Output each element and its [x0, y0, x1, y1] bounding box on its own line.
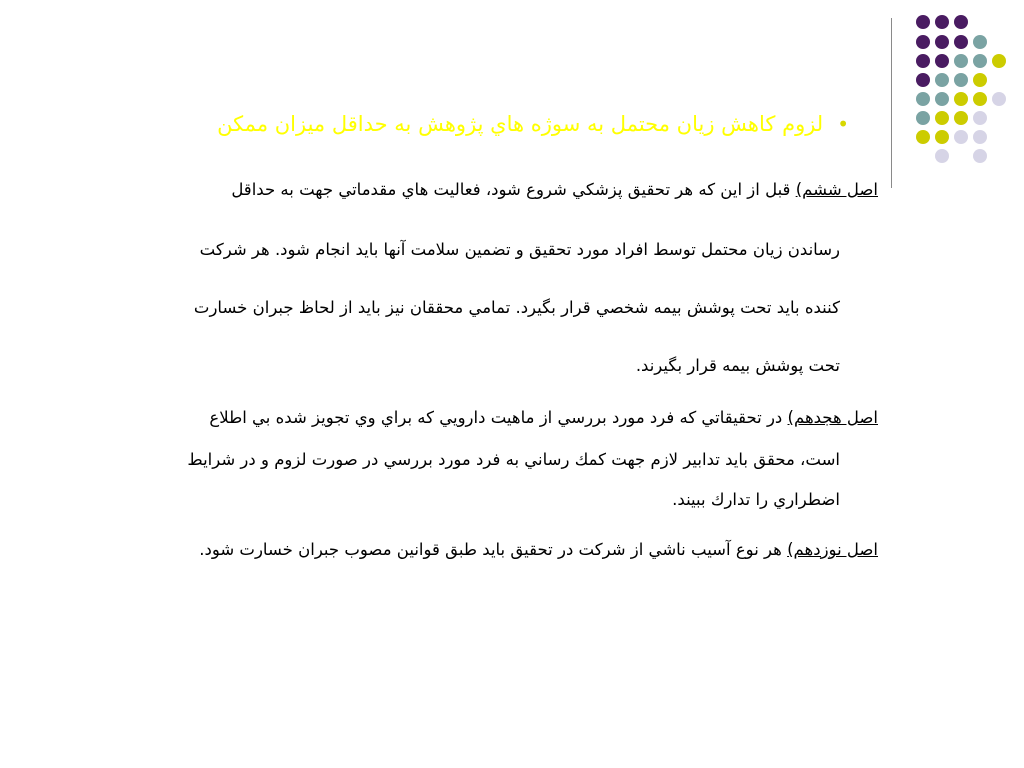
decorative-dot [916, 73, 930, 87]
paragraph-line [199, 540, 878, 559]
slide-title-row [217, 112, 849, 136]
bullet-icon: • [837, 112, 849, 136]
decorative-dot [973, 73, 987, 87]
decorative-dot [992, 92, 1006, 106]
decorative-dot [954, 35, 968, 49]
paragraph-text: در تحقيقاتي كه فرد مورد بررسي از ماهيت دارويي كه براي وي تجويز شده بي اطلاع [209, 408, 788, 427]
paragraph-line: تحت پوشش بيمه قرار بگيرند. [635, 356, 840, 375]
decorative-dot [954, 73, 968, 87]
paragraph-line [209, 408, 878, 427]
decorative-dot [935, 35, 949, 49]
decorative-dot [954, 54, 968, 68]
decorative-dot [973, 92, 987, 106]
decorative-dot [954, 111, 968, 125]
principle-label: اصل ششم) [795, 180, 878, 199]
paragraph-line [231, 180, 878, 199]
decorative-dot [954, 130, 968, 144]
paragraph-text: هر نوع آسيب ناشي از شركت در تحقيق بايد طبق قوانين مصوب جبران خسارت شود. [199, 540, 788, 559]
decorative-dot [973, 149, 987, 163]
decorative-dot [916, 54, 930, 68]
paragraph-line: كننده بايد تحت پوشش بيمه شخصي قرار بگيرد. تمامي محققان نيز بايد از لحاظ جبران خسارت [193, 298, 840, 317]
decorative-dot [935, 73, 949, 87]
decorative-dot [954, 15, 968, 29]
principle-label: اصل هجدهم) [787, 408, 878, 427]
slide-title: لزوم كاهش زيان محتمل به سوژه هاي پژوهش به حداقل ميزان ممكن [217, 112, 824, 136]
vertical-divider [891, 18, 892, 188]
decorative-dot [916, 111, 930, 125]
decorative-dot [916, 130, 930, 144]
decorative-dot [935, 92, 949, 106]
decorative-dot [935, 149, 949, 163]
paragraph-text: قبل از اين كه هر تحقيق پزشكي شروع شود، فعاليت هاي مقدماتي جهت به حداقل [231, 180, 796, 199]
decorative-dot [916, 15, 930, 29]
decorative-dot [992, 54, 1006, 68]
decorative-dot [916, 92, 930, 106]
decorative-dot [935, 111, 949, 125]
decorative-dot-grid [900, 15, 1020, 165]
principle-label: اصل نوزدهم) [787, 540, 878, 559]
decorative-dot [935, 130, 949, 144]
decorative-dot [935, 15, 949, 29]
decorative-dot [973, 54, 987, 68]
decorative-dot [935, 54, 949, 68]
decorative-dot [973, 35, 987, 49]
decorative-dot [954, 92, 968, 106]
decorative-dot [973, 130, 987, 144]
paragraph-line: است، محقق بايد تدابير لازم جهت كمك رساني به فرد مورد بررسي در صورت لزوم و در شرايط [187, 450, 840, 469]
decorative-dot [973, 111, 987, 125]
paragraph-line: اضطراري را تدارك ببيند. [672, 490, 840, 509]
paragraph-line: رساندن زيان محتمل توسط افراد مورد تحقيق و تضمين سلامت آنها بايد انجام شود. هر شركت [199, 240, 840, 259]
decorative-dot [916, 35, 930, 49]
